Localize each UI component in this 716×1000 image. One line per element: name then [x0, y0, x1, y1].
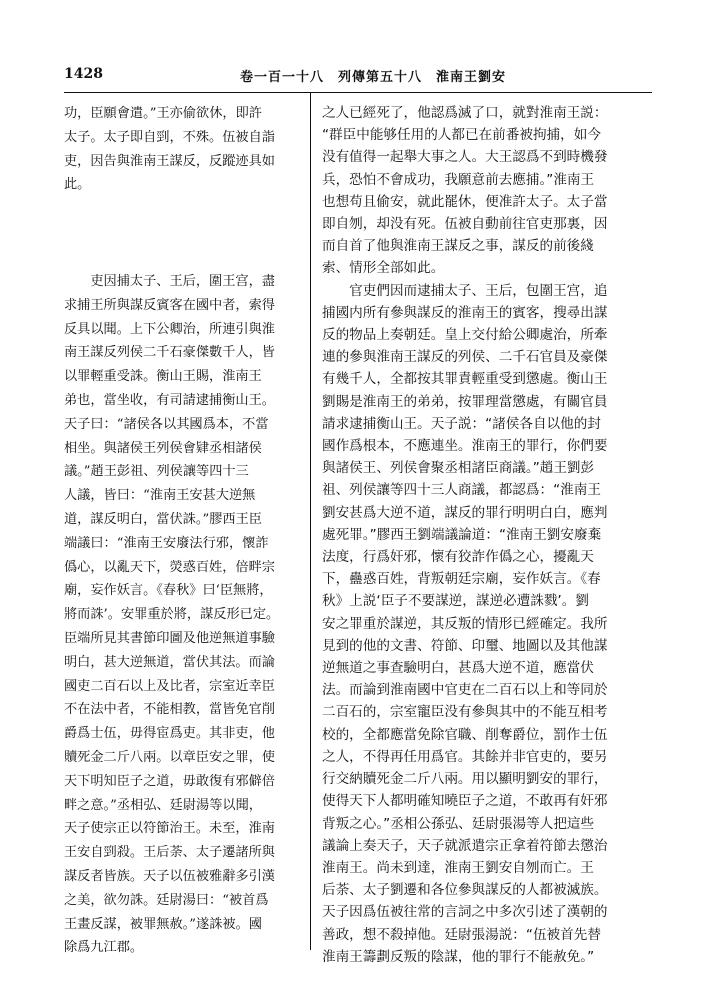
text-line: 二百石的，宗室寵臣没有參與其中的不能互相考 — [322, 704, 608, 721]
text-line: 爵爲士伍，毋得宦爲吏。其非吏，他 — [64, 726, 275, 742]
text-line: 天子使宗正以符節治王。未至，淮南 — [64, 821, 275, 837]
text-line: 議。”趙王彭祖、列侯讓等四十三 — [64, 464, 249, 480]
text-line: 官吏們因而逮捕太子、王后，包圍王宫，追 — [322, 282, 608, 299]
text-line: 下，蠱惑百姓，背叛朝廷宗廟，妄作妖言。《春 — [322, 571, 601, 588]
text-line: 此。 — [64, 177, 91, 193]
text-line: 明白，甚大逆無道，當伏其法。而論 — [64, 654, 275, 670]
text-line: 反具以聞。上下公卿治，所連引與淮 — [64, 321, 275, 337]
left-column-top — [64, 102, 300, 197]
text-line: 捕國内所有參與謀反的淮南王的賓客，搜尋出謀 — [322, 304, 608, 321]
text-line: 吏，因告與淮南王謀反，反蹤迹具如 — [64, 153, 275, 169]
text-line: 也想苟且偷安，就此罷休，便准許太子。太子當 — [322, 193, 608, 210]
text-line: 劉安甚爲大逆不道，謀反的罪行明明白白，應判 — [322, 504, 608, 521]
text-line: 使得天下人都明確知曉臣子之道，不敢再有奸邪 — [322, 793, 608, 810]
text-line: 祖、列侯讓等四十三人商議，都認爲：“淮南王 — [322, 482, 601, 499]
text-line: 議論上奏天子，天子就派遣宗正拿着符節去懲治 — [322, 837, 608, 854]
text-line: 以罪輕重受誅。衡山王賜，淮南王 — [64, 369, 262, 385]
text-line: 淮南王。尚未到達，淮南王劉安自刎而亡。王 — [322, 859, 594, 876]
text-line: 吏因捕太子、王后，圍王宫，盡 — [64, 274, 275, 289]
text-line: 之美，欲勿誅。廷尉湯曰：“被首爲 — [64, 892, 269, 908]
text-line: 背叛之心。”丞相公孫弘、廷尉張湯等人把這些 — [322, 815, 595, 832]
text-line: 端議曰：“淮南王安廢法行邪，懷詐 — [64, 535, 269, 551]
text-line: 除爲九江郡。 — [64, 940, 144, 956]
text-line: 校的，全都應當免除官職、削奪爵位，罰作士伍 — [322, 726, 608, 743]
text-line: 太子。太子即自剄，不殊。伍被自詣 — [64, 129, 275, 145]
text-line: 人議，皆曰：“淮南王安甚大逆無 — [64, 488, 256, 504]
header-rule — [64, 92, 652, 93]
text-line: 天下明知臣子之道，毋敢復有邪僻倍 — [64, 773, 275, 789]
text-line: 天子曰：“諸侯各以其國爲本，不當 — [64, 416, 269, 432]
text-line: 有幾千人，全都按其罪責輕重受到懲處。衡山王 — [322, 371, 608, 388]
text-line: 畔之意。”丞相弘、廷尉湯等以聞， — [64, 797, 262, 813]
text-line: 南王謀反列侯二千石豪傑數千人，皆 — [64, 345, 275, 361]
text-line: 道，謀反明白，當伏誅。”膠西王臣 — [64, 511, 262, 527]
text-line: 之人，不得再任用爲官。其餘并非官吏的，要另 — [322, 748, 608, 765]
text-line: 僞心，以亂天下，熒惑百姓，倍畔宗 — [64, 559, 275, 575]
text-line: 國吏二百石以上及比者，宗室近幸臣 — [64, 678, 275, 694]
text-line: 與諸侯王、列侯會聚丞相諸臣商議。”趙王劉彭 — [322, 460, 595, 477]
text-line: 處死罪。”膠西王劉端議論道：“淮南王劉安廢棄 — [322, 526, 602, 543]
text-line: 没有值得一起舉大事之人。大王認爲不到時機發 — [322, 149, 608, 166]
text-line: 臣端所見其書節印圖及他逆無道事驗 — [64, 630, 275, 646]
text-line: 相坐。與諸侯王列侯會肄丞相諸侯 — [64, 440, 262, 456]
text-line: 善政，想不殺掉他。廷尉張湯説：“伍被首先替 — [322, 926, 601, 943]
right-column — [322, 102, 658, 968]
text-line: 法。而論到淮南國中官吏在二百石以上和等同於 — [322, 682, 608, 699]
text-line: 索、情形全部如此。 — [322, 260, 445, 277]
text-line: 兵，恐怕不會成功，我願意前去應捕。”淮南王 — [322, 171, 595, 188]
text-line: 之人已經死了，他認爲滅了口，就對淮南王説： — [322, 105, 608, 121]
left-column-main — [64, 270, 300, 960]
text-line: 即自刎，却没有死。伍被自動前往官吏那裏，因 — [322, 216, 608, 233]
text-line: 淮南王籌劃反叛的陰謀，他的罪行不能赦免。” — [322, 948, 595, 965]
text-line: 連的參與淮南王謀反的列侯、二千石官員及豪傑 — [322, 349, 608, 366]
text-line: 安之罪重於謀逆，其反叛的情形已經確定。我所 — [322, 615, 608, 632]
text-line: 王安自剄殺。王后荼、太子遷諸所與 — [64, 845, 275, 861]
text-line: 國作爲根本，不應連坐。淮南王的罪行，你們要 — [322, 438, 608, 455]
text-line: 見到的他的文書、符節、印璽、地圖以及其他謀 — [322, 637, 608, 654]
text-line: 弟也，當坐收，有司請逮捕衡山王。 — [64, 392, 275, 408]
running-head: 卷一百一十八 列傳第五十八 淮南王劉安 — [240, 70, 507, 85]
text-line: 后荼、太子劉遷和各位參與謀反的人都被滅族。 — [322, 882, 608, 899]
column-divider — [310, 93, 311, 950]
text-line: 功，臣願會遣。”王亦偷欲休，即許 — [64, 106, 262, 121]
text-line: 行交納贖死金二斤八兩。用以顯明劉安的罪行， — [322, 771, 608, 788]
text-line: 王畫反謀，被罪無赦。”遂誅被。國 — [64, 916, 262, 932]
text-line: 廟，妄作妖言。《春秋》曰‘臣無將， — [64, 583, 273, 599]
text-line: 求捕王所與謀反賓客在國中者，索得 — [64, 297, 275, 313]
text-line: 贖死金二斤八兩。以章臣安之罪，使 — [64, 749, 275, 765]
text-line: 逆無道之事查驗明白，甚爲大逆不道，應當伏 — [322, 660, 594, 677]
text-line: 請求逮捕衡山王。天子説：“諸侯各自以他的封 — [322, 415, 601, 432]
text-line: 而自首了他與淮南王謀反之事，謀反的前後綫 — [322, 238, 594, 255]
text-line: “群臣中能够任用的人都已在前番被拘捕，如今 — [322, 127, 601, 144]
text-line: 不在法中者，不能相教，當皆免官削 — [64, 702, 275, 718]
page-number: 1428 — [64, 66, 103, 82]
text-line: 謀反者皆族。天子以伍被雅辭多引漢 — [64, 868, 275, 884]
text-line: 反的物品上奏朝廷。皇上交付給公卿處治，所牽 — [322, 327, 608, 344]
text-line: 天子因爲伍被往常的言詞之中多次引述了漢朝的 — [322, 904, 608, 921]
text-line: 秋》上説‘臣子不要謀逆，謀逆必遭誅戮’。劉 — [322, 593, 589, 610]
text-line: 將而誅’。安罪重於將，謀反形已定。 — [64, 607, 280, 623]
text-line: 劉賜是淮南王的弟弟，按罪理當懲處，有關官員 — [322, 393, 608, 410]
text-line: 法度，行爲奸邪，懷有狡詐作僞之心，擾亂天 — [322, 549, 594, 566]
